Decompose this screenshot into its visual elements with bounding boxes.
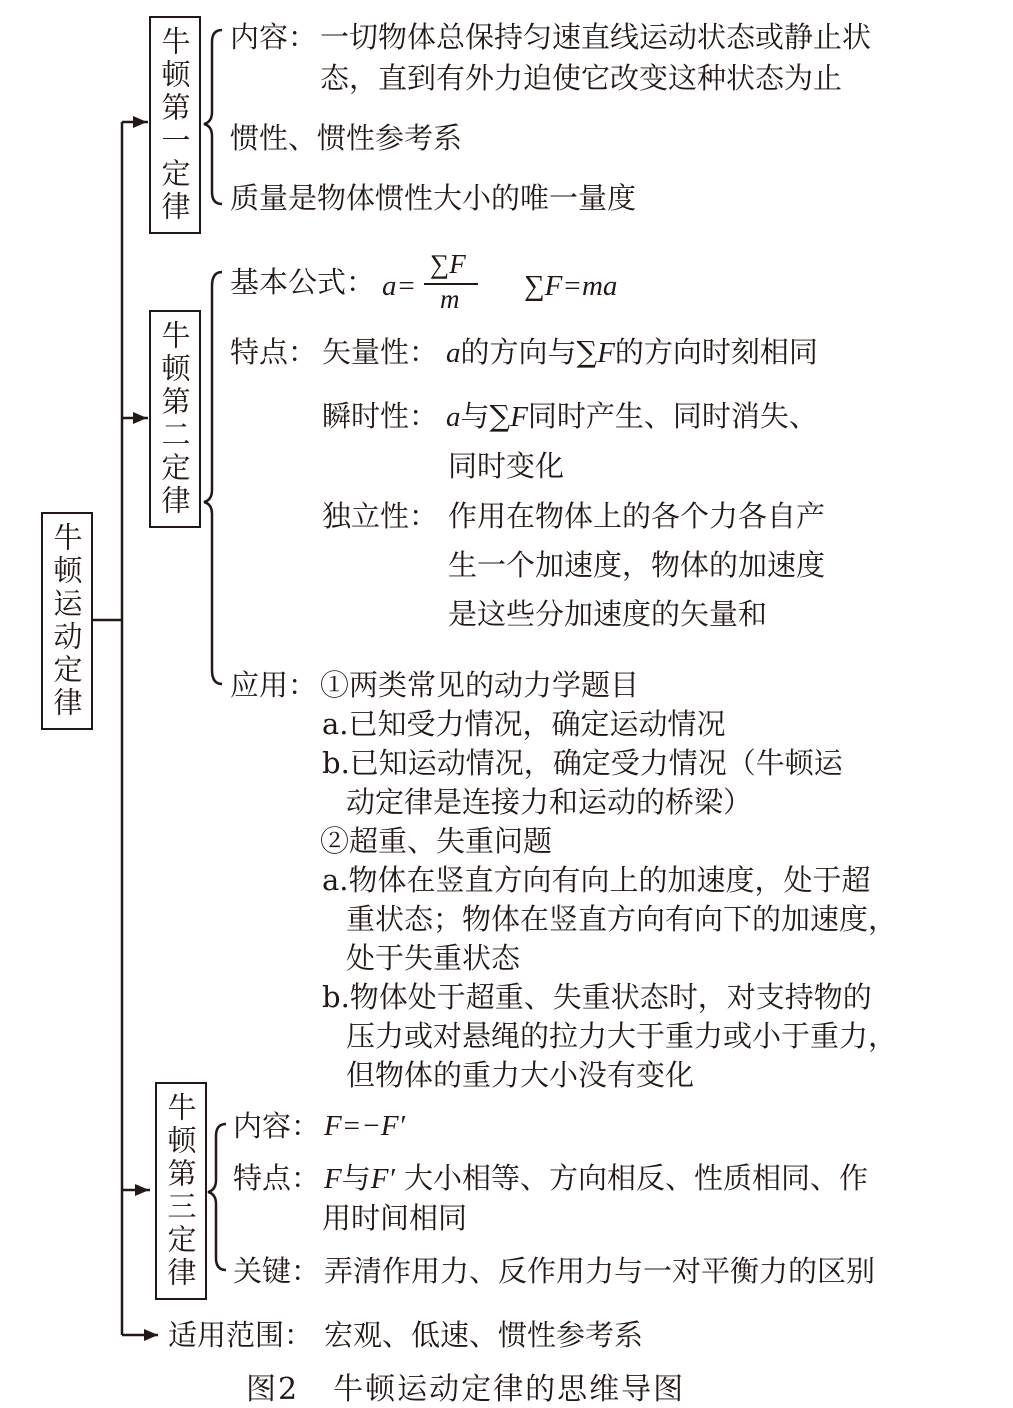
figure-number: 图2 [246,1372,300,1407]
law2-title: 牛顿第二定律 [157,320,192,518]
law1-node [149,16,201,234]
law2-features-label: 特点： [230,335,318,369]
law3-key-label: 关键： [233,1254,321,1288]
law2-vector-text: a的方向与∑F的方向时刻相同 [446,335,818,369]
scope-text: 宏观、低速、惯性参考系 [324,1318,644,1352]
law1-content-label: 内容： [230,20,318,54]
law2-app-2: ②超重、失重问题 [320,824,553,858]
law3-node [155,1082,207,1300]
law2-app-1a: a.已知受力情况，确定运动情况 [322,707,726,741]
brace-law3 [208,1124,226,1270]
law1-content-line2: 态，直到有外力迫使它改变这种状态为止 [320,61,843,95]
law2-formula-denominator: m [440,284,460,314]
brace-law2 [204,272,222,684]
law1-title: 牛顿第一定律 [157,26,192,224]
scope-label: 适用范围： [168,1318,314,1352]
law2-node [149,310,201,528]
law3-features-label: 特点： [233,1161,321,1195]
arrow-law3 [135,1184,149,1196]
law2-formula-label: 基本公式： [230,265,376,299]
law2-indep-line2: 生一个加速度，物体的加速度 [448,548,826,582]
law2-formula-numerator: ∑F [430,249,466,279]
law3-content-formula: F=−F′ [324,1110,405,1142]
law2-app-1b-line1: b.已知运动情况，确定受力情况（牛顿运 [322,746,843,780]
law2-app-label: 应用： [230,668,318,702]
law2-indep-line1: 作用在物体上的各个力各自产 [448,499,826,533]
law2-indep-label: 独立性： [322,499,439,533]
law2-app-2b-line2: 压力或对悬绳的拉力大于重力或小于重力， [346,1019,898,1053]
law2-vector-label: 矢量性： [322,335,439,369]
law1-inertia: 惯性、惯性参考系 [230,121,463,155]
law2-instant-label: 瞬时性： [322,399,439,433]
law2-formula-2: ∑F=ma [524,270,618,302]
law2-app-2a-line3: 处于失重状态 [346,941,521,975]
figure-title: 牛顿运动定律的思维导图 [333,1372,686,1407]
law1-content-line1: 一切物体总保持匀速直线运动状态或静止状 [320,20,872,54]
law2-app-2a-line2: 重状态；物体在竖直方向有向下的加速度， [346,902,898,936]
law2-indep-line3: 是这些分加速度的矢量和 [448,597,768,631]
arrow-law2 [133,412,147,424]
arrow-law1 [133,116,147,128]
law3-title: 牛顿第三定律 [163,1092,198,1290]
law1-mass: 质量是物体惯性大小的唯一量度 [230,181,637,215]
law2-app-2a-line1: a.物体在竖直方向有向上的加速度，处于超 [322,863,871,897]
law2-instant-line2: 同时变化 [448,449,565,483]
law3-key-text: 弄清作用力、反作用力与一对平衡力的区别 [324,1254,876,1288]
law2-app-1b-line2: 动定律是连接力和运动的桥梁） [346,785,753,819]
law2-formula-a: a= [382,270,417,302]
law3-features-line2: 用时间相同 [322,1201,468,1235]
law3-content-label: 内容： [233,1109,321,1143]
law2-app-1: ①两类常见的动力学题目 [320,668,640,702]
root-label: 牛顿运动定律 [49,522,84,720]
figure-caption [246,1364,685,1408]
brace-law1 [204,30,222,204]
law3-features-text: F与F′ 大小相等、方向相反、性质相同、作 [324,1161,869,1195]
arrow-scope [144,1329,158,1341]
law2-app-2b-line1: b.物体处于超重、失重状态时，对支持物的 [322,980,872,1014]
law2-app-2b-line3: 但物体的重力大小没有变化 [346,1058,695,1092]
root-node [41,512,93,730]
law2-instant-text: a与∑F同时产生、同时消失、 [446,399,818,433]
